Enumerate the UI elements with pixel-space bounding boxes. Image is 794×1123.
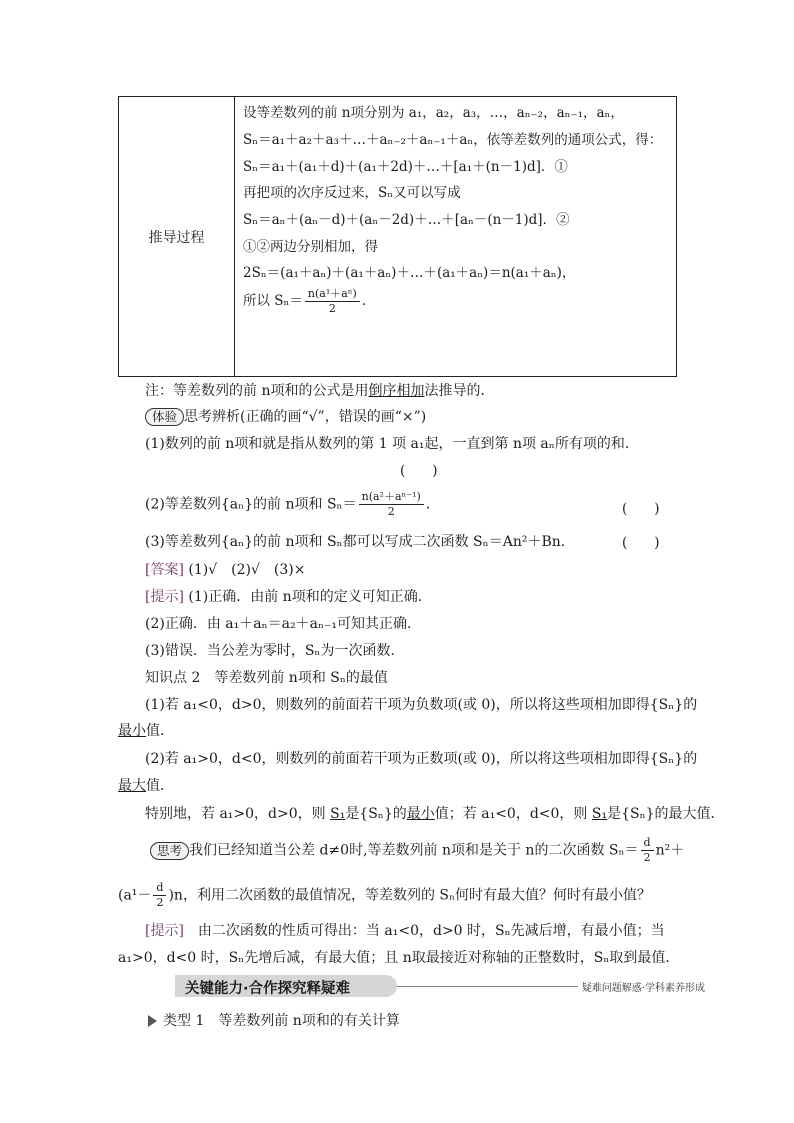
text: 是{Sₙ}的最大值． <box>607 806 725 822</box>
knowledge-p1-line1: (1)若 a₁<0，d>0，则数列的前面若干项为负数项(或 0)，所以将这些项相加即得{Sₙ}的 <box>145 697 698 713</box>
table-line: Sₙ＝a₁＋(a₁＋d)＋(a₁＋2d)＋…＋[a₁＋(n－1)d]．① <box>243 159 568 175</box>
knowledge-p1-line2 <box>118 720 174 740</box>
note-line <box>145 380 494 400</box>
fraction-denominator: 2 <box>387 505 395 518</box>
question-2-suffix: . <box>425 496 431 513</box>
note-suffix: 法推导的． <box>424 383 495 399</box>
answer-paren-3: ( ) <box>622 535 660 551</box>
knowledge-p2-line1: (2)若 a₁>0，d<0，则数列的前面若干项为正数项(或 0)，所以将这些项相加即得{Sₙ}的 <box>145 751 698 767</box>
question-2-fraction <box>359 490 424 519</box>
underlined-term: S₁ <box>591 806 608 822</box>
table-line-fraction <box>243 287 366 316</box>
experience-instruction: 思考辨析(正确的画“√”，错误的画“×”) <box>184 409 427 425</box>
hint-tag: [提示] <box>145 589 184 605</box>
fraction-numerator: d <box>641 836 654 851</box>
fraction-numerator: n(a¹＋aⁿ) <box>305 287 360 302</box>
text: 值． <box>146 723 174 739</box>
experience-header <box>145 406 426 426</box>
table-line: 2Sₙ＝(a₁＋aₙ)＋(a₁＋aₙ)＋…＋(a₁＋aₙ)＝n(a₁＋aₙ)， <box>243 265 576 281</box>
table-line: Sₙ＝a₁＋a₂＋a₃＋…＋aₙ₋₂＋aₙ₋₁＋aₙ，依等差数列的通项公式，得： <box>243 132 663 148</box>
knowledge-special <box>145 803 725 823</box>
think-line-2 <box>118 881 651 910</box>
text: n²＋ <box>655 842 685 859</box>
think-tag: 思考 <box>150 842 189 860</box>
fraction-suffix: . <box>361 293 367 309</box>
knowledge-title: 知识点 2 等差数列前 n项和 Sₙ的最值 <box>145 670 388 686</box>
play-triangle-icon <box>148 1015 157 1027</box>
section-subtitle: 疑难问题解惑·学科素养形成 <box>578 979 705 994</box>
table-line: Sₙ＝aₙ＋(aₙ－d)＋(aₙ－2d)＋…＋[aₙ－(n－1)d]．② <box>243 212 570 228</box>
underlined-term: 最小 <box>406 806 435 822</box>
section-bar <box>175 975 705 997</box>
text: 由二次函数的性质可得出：当 a₁<0，d>0 时，Sₙ先减后增，有最小值；当 <box>183 923 665 939</box>
hint-line-3: (3)错误．当公差为零时，Sₙ为一次函数． <box>145 643 405 659</box>
table-line: 再把项的次序反过来，Sₙ又可以写成 <box>243 185 461 201</box>
note-underlined: 倒序相加 <box>368 383 425 399</box>
text: 值． <box>146 778 174 794</box>
table-line: 设等差数列的前 n项分别为 a₁，a₂，a₃，…，aₙ₋₂，aₙ₋₁，aₙ， <box>243 105 624 121</box>
knowledge-p2-line2 <box>118 775 174 795</box>
answer-line <box>145 559 305 579</box>
think-line-1 <box>150 836 684 865</box>
hint-line-1 <box>145 586 432 606</box>
fraction-denominator: 2 <box>643 851 651 864</box>
hint2-line-1 <box>145 920 665 940</box>
hint-text: (1)正确．由前 n项和的定义可知正确． <box>188 589 432 605</box>
text: 值；若 a₁<0，d<0，则 <box>434 806 592 822</box>
experience-tag: 体验 <box>145 408 184 426</box>
sum-fraction <box>305 287 360 316</box>
fraction-denominator: 2 <box>156 896 164 909</box>
fraction-denominator: 2 <box>328 302 336 315</box>
question-1: (1)数列的前 n项和就是指从数列的第 1 项 a₁起，一直到第 n项 aₙ所有项的和． <box>145 436 639 452</box>
text: 我们已经知道当公差 d≠0时,等差数列前 n项和是关于 n的二次函数 Sₙ＝ <box>189 842 639 859</box>
answer-paren-2: ( ) <box>622 501 660 517</box>
question-3: (3)等差数列{aₙ}的前 n项和 Sₙ都可以写成二次函数 Sₙ＝An²＋Bn. <box>145 534 566 550</box>
underlined-term: 最小 <box>118 723 146 739</box>
hint-line-2: (2)正确．由 a₁＋aₙ＝a₂＋aₙ₋₁可知其正确． <box>145 616 422 632</box>
text: )n，利用二次函数的最值情况，等差数列的 Sₙ何时有最大值？何时有最小值？ <box>168 887 652 904</box>
type-label: 类型 1 等差数列前 n项和的有关计算 <box>163 1013 400 1029</box>
table-label: 推导过程 <box>119 97 235 376</box>
fraction-numerator: d <box>153 881 166 896</box>
note-prefix: 注：等差数列的前 n项和的公式是用 <box>145 383 369 399</box>
hint2-line-2: a₁>0，d<0 时，Sₙ先增后减，有最大值；且 n取最接近对称轴的正整数时，Sₙ取到最值． <box>118 950 680 966</box>
derivation-table <box>118 96 677 377</box>
text: 是{Sₙ}的 <box>345 806 407 822</box>
fraction-prefix: 所以 Sₙ＝ <box>243 293 303 309</box>
underlined-term: S₁ <box>330 806 346 822</box>
type-heading <box>148 1010 400 1030</box>
answer-paren-1: ( ) <box>400 463 438 479</box>
answer-tag: [答案] <box>145 562 184 578</box>
think-fraction <box>153 881 166 910</box>
question-2-prefix: (2)等差数列{aₙ}的前 n项和 Sₙ＝ <box>145 496 357 513</box>
fraction-numerator: n(a²＋aⁿ⁻¹) <box>359 490 424 505</box>
hint-tag: [提示] <box>145 923 184 939</box>
question-2 <box>145 490 430 519</box>
table-line: ①②两边分别相加，得 <box>243 239 378 255</box>
think-fraction <box>641 836 654 865</box>
underlined-term: 最大 <box>118 778 146 794</box>
text: 特别地，若 a₁>0，d>0，则 <box>145 806 331 822</box>
answer-text: (1)√ (2)√ (3)× <box>188 562 306 578</box>
text: (a¹－ <box>118 887 152 904</box>
section-title: 关键能力·合作探究释疑难 <box>185 981 351 997</box>
